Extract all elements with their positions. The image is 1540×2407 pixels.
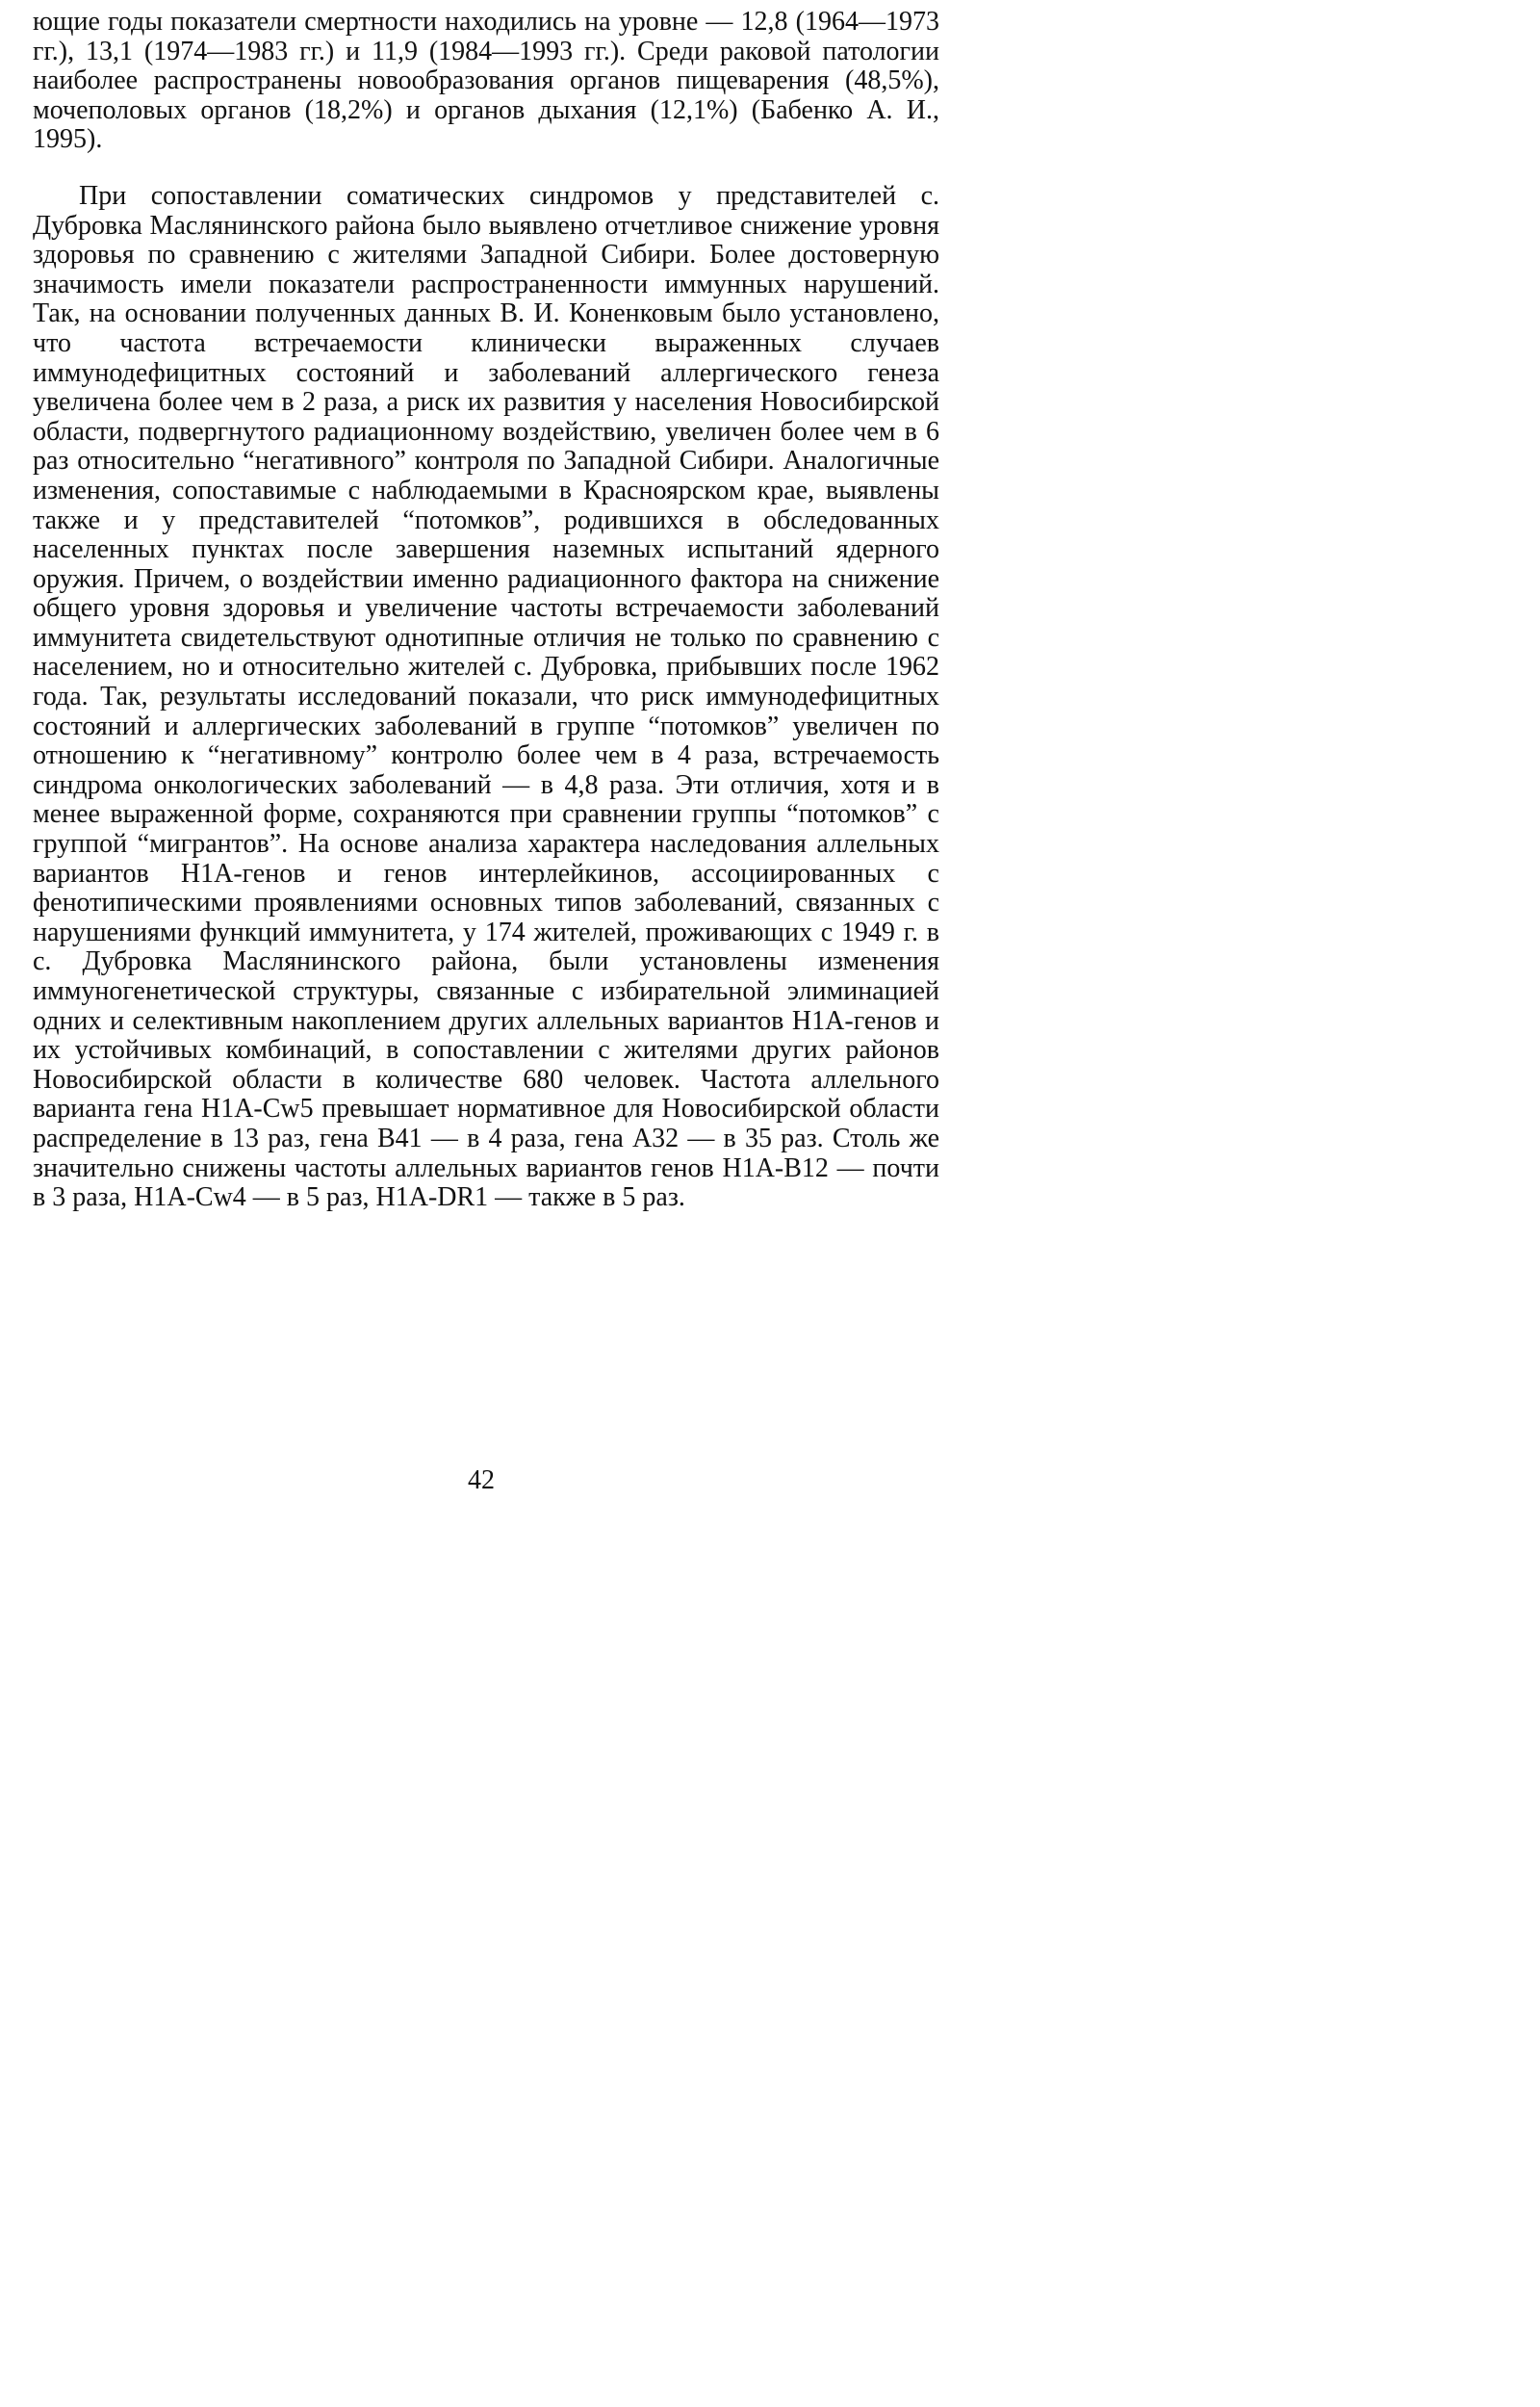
page-number: 42 xyxy=(468,1465,495,1495)
document-page xyxy=(33,8,939,1213)
paragraph-main: При сопоставлении соматических синдромов у представителей с. Дубровка Маслянинского района было выявлено отчетливое снижение уровня здоровья по сравнению с жителями Западной Сибири. Более достоверную значимость имели показатели распространенности иммунных нарушений. Так, на основании полученных данных В. И. Коненковым было установлено, что частота встречаемости клинически выраженных случаев иммунодефицитных состояний и заболеваний аллергического генеза увеличена более чем в 2 раза, а риск их развития у населения Новосибирской области, подвергнутого радиационному воздействию, увеличен более чем в 6 раз относительно “негативного” контроля по Западной Сибири. Аналогичные изменения, сопоставимые с наблюдаемыми в Красноярском крае, выявлены также и у представителей “потомков”, родившихся в обследованных населенных пунктах после завершения наземных испытаний ядерного оружия. Причем, о воздействии именно радиационного фактора на снижение общего уровня здоровья и увеличение частоты встречаемости заболеваний иммунитета свидетельствуют однотипные отличия не только по сравнению с населением, но и относительно жителей с. Дубровка, прибывших после 1962 года. Так, результаты исследований показали, что риск иммунодефицитных состояний и аллергических заболеваний в группе “потомков” увеличен по отношению к “негативному” контролю более чем в 4 раза, встречаемость синдрома онкологических заболеваний — в 4,8 раза. Эти отличия, хотя и в менее выраженной форме, сохраняются при сравнении группы “потомков” с группой “мигрантов”. На основе анализа характера наследования аллельных вариантов H1A-генов и генов интерлейкинов, ассоциированных с фенотипическими проявлениями основных типов заболеваний, связанных с нарушениями функций иммунитета, у 174 жителей, проживающих с 1949 г. в с. Дубровка Маслянинского района, были установлены изменения иммуногенетической структуры, связанные с избирательной элиминацией одних и селективным накоплением других аллельных вариантов H1A-генов и их устойчивых комбинаций, в сопоставлении с жителями других районов Новосибирской области в количестве 680 человек. Частота аллельного варианта гена H1A-Cw5 превышает нормативное для Новосибирской области распределение в 13 раз, гена B41 — в 4 раза, гена A32 — в 35 раз. Столь же значительно снижены частоты аллельных вариантов генов H1A-B12 — почти в 3 раза, H1A-Cw4 — в 5 раз, H1A-DR1 — также в 5 раз. xyxy=(33,180,939,1213)
paragraph-continuation: ющие годы показатели смертности находились на уровне — 12,8 (1964—1973 гг.), 13,1 (1974—1983 гг.) и 11,9 (1984—1993 гг.). Среди раковой патологии наиболее распространены новообразования органов пищеварения (48,5%), мочеполовых органов (18,2%) и органов дыхания (12,1%) (Бабенко А. И., 1995). xyxy=(33,7,939,155)
